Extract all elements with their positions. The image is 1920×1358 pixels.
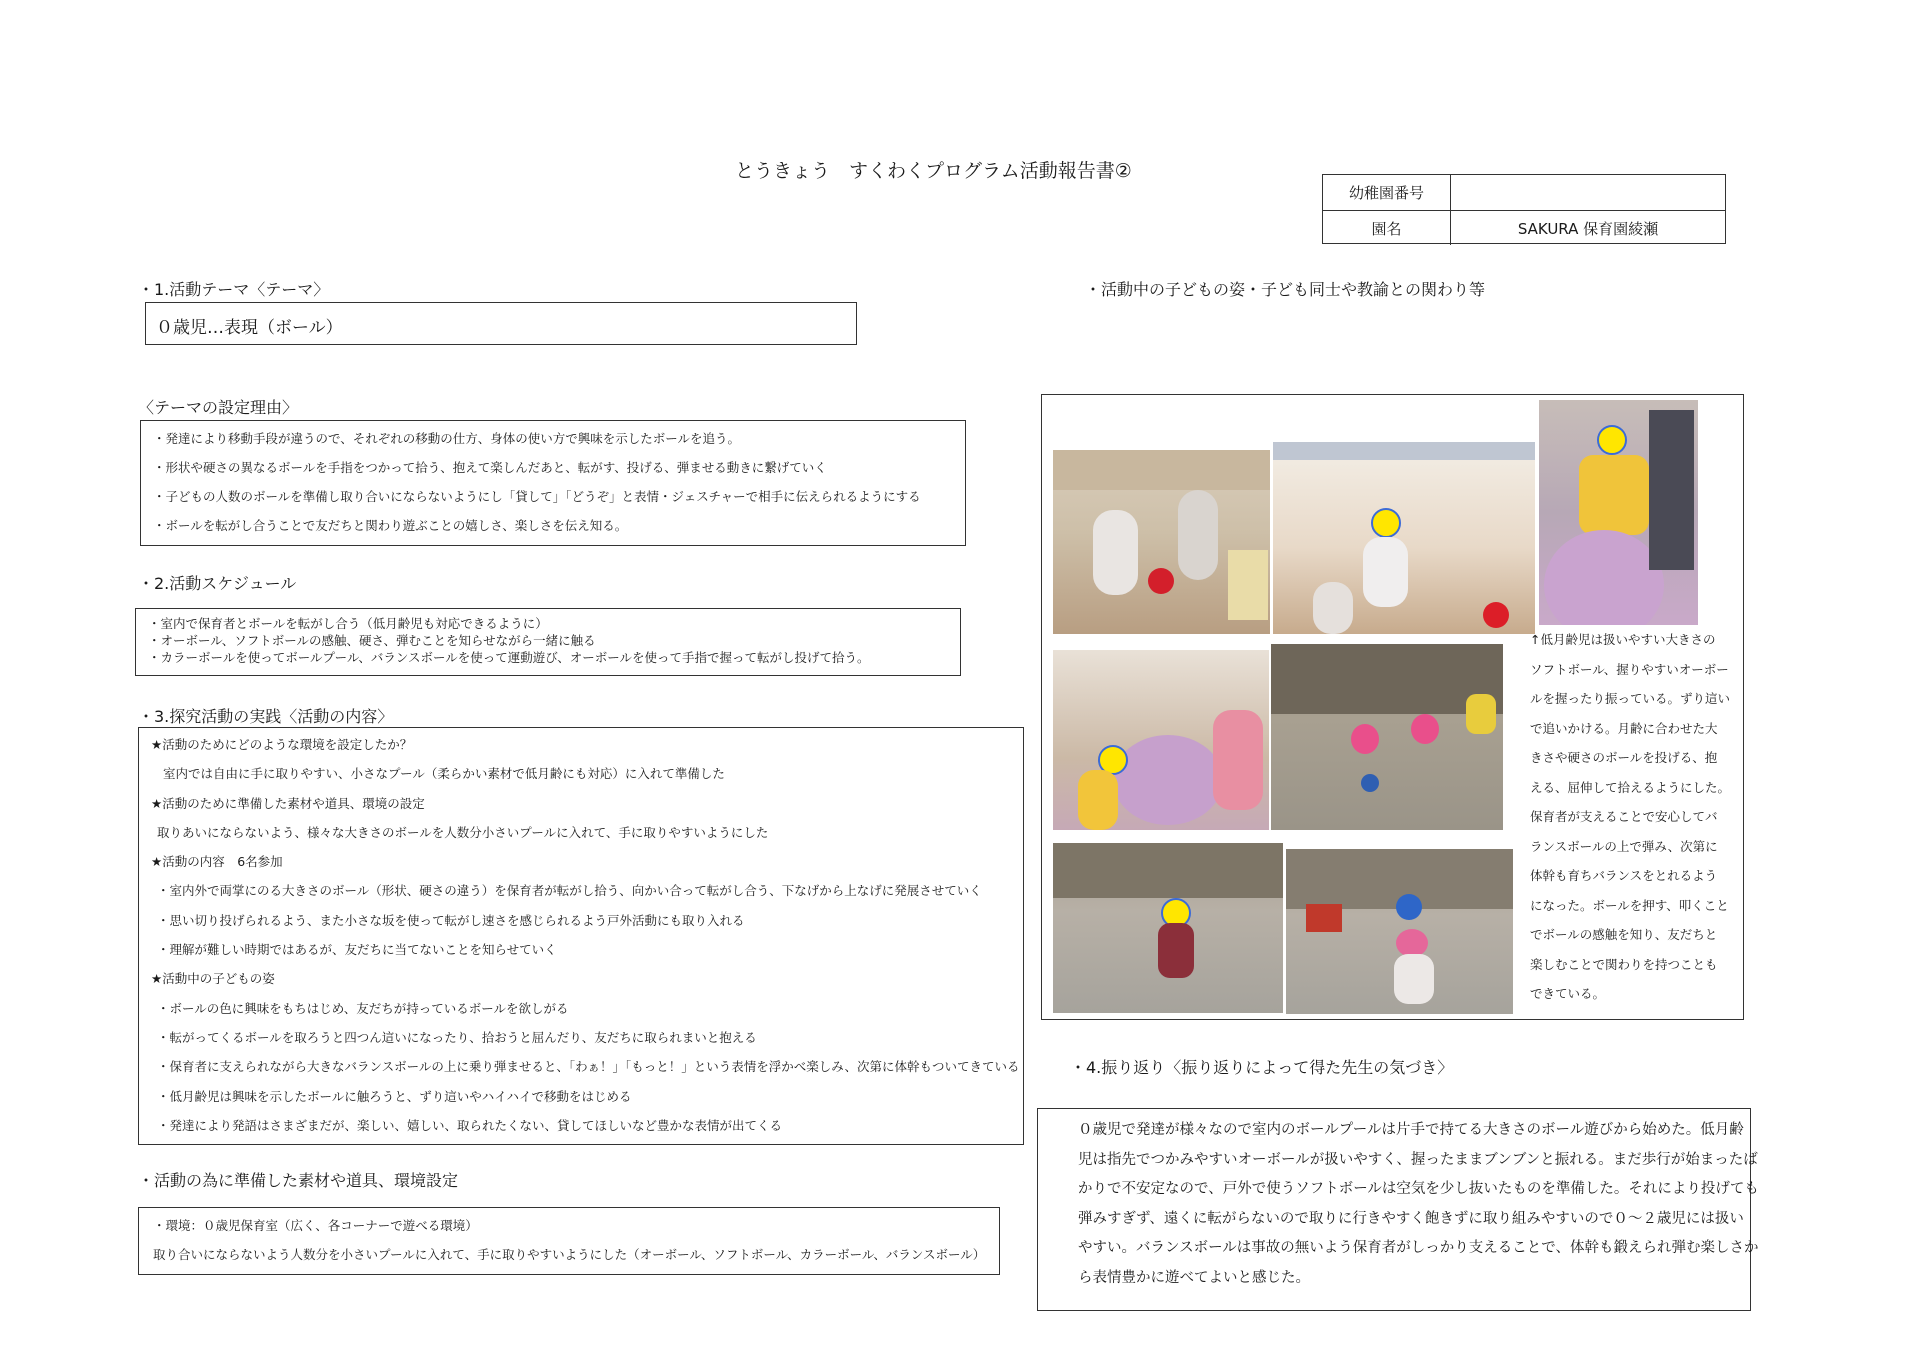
caption-line: ソフトボール、握りやすいオーボー — [1530, 661, 1729, 677]
blue-ball-icon — [1396, 894, 1422, 920]
schedule-line: ・カラーボールを使ってボールプール、バランスボールを使って運動遊び、オーボールを使って手指で握って転がし投げて拾う。 — [148, 650, 870, 665]
photo-wall-corner — [1273, 442, 1535, 634]
practice-line: 取りあいにならないよう、様々な大きさのボールを人数分小さいプールに入れて、手に取りやすいようにした — [157, 824, 769, 840]
caption-line: でボールの感触を知り、友だちと — [1530, 927, 1718, 942]
practice-line: ★活動のために準備した素材や道具、環境の設定 — [151, 795, 425, 811]
reason-line: ・子どもの人数のボールを準備し取り合いにならないようにし「貸して」「どうぞ」と表情・ジェスチャーで相手に伝えられるようにする — [153, 489, 921, 504]
photo-outdoor-ball — [1286, 849, 1513, 1014]
practice-line: ・転がってくるボールを取ろうと四つん這いになったり、拾おうと屈んだり、友だちに取られまいと抱える — [157, 1029, 757, 1045]
privacy-face-icon — [1371, 508, 1401, 538]
reason-line: ・形状や硬さの異なるボールを手指をつかって拾う、抱えて楽しんだあと、転がす、投げる、弾ませる動きに繋げていく — [153, 460, 827, 475]
theme-text: ０歳児…表現（ボール） — [156, 318, 343, 338]
page-title: とうきょう すくわくプログラム活動報告書② — [735, 160, 1132, 182]
prep-box — [138, 1207, 1000, 1275]
photo-indoor-ball-play — [1053, 450, 1270, 634]
schedule-box — [135, 608, 961, 676]
kindergarten-number-label: 幼稚園番号 — [1323, 175, 1451, 210]
photo-caption — [1530, 632, 1731, 1016]
photos-heading: ・活動中の子どもの姿・子ども同士や教諭との関わり等 — [1085, 280, 1486, 299]
caption-line: 体幹も育ちバランスをとれるよう — [1530, 868, 1718, 883]
reflection-line: やすい。バランスボールは事故の無いよう保育者がしっかり支えることで、体幹も鍛えられ弾む楽しさか — [1078, 1240, 1759, 1256]
playground-giraffe-icon — [1466, 694, 1496, 734]
reflection-line: ０歳児で発達が様々なので室内のボールプールは片手で持てる大きさのボール遊びから始めた。低月齢 — [1078, 1122, 1744, 1138]
practice-line: ・思い切り投げられるよう、また小さな坂を使って転がし速さを感じられるよう戸外活動にも取り入れる — [157, 912, 745, 928]
caption-line: ランスボールの上で弾み、次第に — [1530, 838, 1718, 854]
reflection-line: 弾みすぎず、遠くに転がらないので取りに行きやすく飽きずに取り組みやすいので０～２歳児には扱い — [1078, 1210, 1744, 1227]
cushion-block — [1228, 550, 1268, 620]
prep-heading: ・活動の為に準備した素材や道具、環境設定 — [138, 1171, 459, 1190]
pink-hat-icon — [1396, 929, 1428, 957]
caregiver-figure — [1649, 410, 1694, 570]
section4-heading: ・4.振り返り〈振り返りによって得た先生の気づき〉 — [1070, 1058, 1454, 1077]
child-figure — [1363, 537, 1408, 607]
photo-window-strip — [1273, 442, 1535, 460]
balance-ball-icon — [1544, 530, 1664, 625]
reason-line: ・ボールを転がし合うことで友だちと関わり遊ぶことの嬉しさ、楽しさを伝え知る。 — [153, 518, 628, 533]
reflection-box — [1037, 1108, 1759, 1311]
caption-line: える、屈伸して拾えるようにした。 — [1530, 779, 1731, 795]
prep-line: ・環境：０歳児保育室（広く、各コーナーで遊べる環境） — [153, 1218, 478, 1233]
caption-line: 楽しむことで関わりを持つことも — [1530, 956, 1718, 972]
schedule-line: ・オーボール、ソフトボールの感触、硬さ、弾むことを知らせながら一緒に触る — [148, 633, 596, 648]
practice-line: ・発達により発語はさまざまだが、楽しい、嬉しい、取られたくない、貸してほしいなど豊かな表情が出てくる — [157, 1117, 783, 1133]
photo-outdoor-walk — [1053, 843, 1283, 1013]
blue-ball-icon — [1361, 774, 1379, 792]
caption-line: できている。 — [1530, 986, 1606, 1001]
caption-line: 保育者が支えることで安心してバ — [1530, 809, 1718, 824]
practice-line: ★活動の内容 6名参加 — [151, 854, 283, 870]
practice-line: ★活動中の子どもの姿 — [151, 971, 275, 987]
practice-line: ・室内外で両掌にのる大きさのボール（形状、硬さの違う）を保育者が転がし拾う、向かい合って転がし合う、下なげから上なげに発展させていく — [157, 883, 982, 899]
red-ball-icon — [1483, 602, 1509, 628]
info-row-number — [1323, 175, 1725, 210]
info-row-name — [1323, 210, 1725, 245]
practice-line: ・ボールの色に興味をもちはじめ、友だちが持っているボールを欲しがる — [157, 1000, 569, 1016]
reason-line: ・発達により移動手段が違うので、それぞれの移動の仕方、身体の使い方で興味を示したボールを追う。 — [153, 431, 741, 446]
child-figure — [1394, 954, 1434, 1004]
stroller-icon — [1306, 904, 1342, 932]
kindergarten-name-label: 園名 — [1323, 211, 1451, 245]
practice-line: ★活動のためにどのような環境を設定したか？ — [151, 737, 413, 752]
child-figure — [1178, 490, 1218, 580]
reflection-line: 児は指先でつかみやすいオーボールが扱いやすく、握ったままブンブンと振れる。まだ歩行が始まったば — [1078, 1151, 1758, 1168]
practice-line: ・低月齢児は興味を示したボールに触ろうと、ずり這いやハイハイで移動をはじめる — [157, 1088, 632, 1104]
reason-heading: 〈テーマの設定理由〉 — [138, 398, 299, 417]
section2-heading: ・2.活動スケジュール — [138, 574, 297, 593]
caption-line: ↑低月齢児は扱いやすい大きさの — [1530, 632, 1716, 647]
section3-heading: ・3.探究活動の実践〈活動の内容〉 — [138, 707, 394, 726]
schedule-line: ・室内で保育者とボールを転がし合う（低月齢児も対応できるように） — [148, 616, 548, 631]
kindergarten-number-value — [1451, 175, 1725, 210]
practice-box — [138, 727, 1024, 1145]
reason-box — [140, 420, 966, 546]
photo-group-ball — [1053, 650, 1269, 830]
child-figure — [1093, 510, 1138, 595]
practice-line: 室内では自由に手に取りやすい、小さなプール（柔らかい素材で低月齢にも対応）に入れて準備した — [163, 766, 725, 782]
photo-wall — [1053, 450, 1270, 490]
child-figure — [1313, 582, 1353, 634]
photo-building — [1053, 843, 1283, 898]
kindergarten-info-table — [1322, 174, 1726, 244]
caption-line: になった。ボールを押す、叩くこと — [1530, 897, 1729, 913]
pink-hat-icon — [1411, 714, 1439, 744]
caption-line: で追いかける。月齢に合わせた大 — [1530, 720, 1718, 736]
reflection-line: かりで不安定なので、戸外で使うソフトボールは空気を少し抜いたものを準備した。それにより投げても — [1078, 1181, 1759, 1197]
practice-line: ・理解が難しい時期ではあるが、友だちに当てないことを知らせていく — [157, 942, 557, 958]
child-figure — [1158, 923, 1194, 978]
privacy-face-icon — [1597, 425, 1627, 455]
kindergarten-name-value: SAKURA 保育園綾瀬 — [1517, 219, 1659, 238]
child-figure — [1078, 770, 1118, 830]
photo-balance-ball — [1539, 400, 1698, 625]
section1-heading: ・1.活動テーマ〈テーマ〉 — [138, 280, 330, 299]
practice-line: ・保育者に支えられながら大きなバランスボールの上に乗り弾ませると、「わぁ！」「もっと！」という表情を浮かべ楽しみ、次第に体幹もついてきている — [157, 1059, 1020, 1075]
red-ball-icon — [1148, 568, 1174, 594]
theme-box — [145, 302, 857, 345]
prep-line: 取り合いにならないよう人数分を小さいプールに入れて、手に取りやすいようにした（オーボール、ソフトボール、カラーボール、バランスボール） — [153, 1247, 986, 1262]
child-figure — [1579, 455, 1649, 535]
caregiver-figure — [1213, 710, 1263, 810]
caption-line: ルを握ったり振っている。ずり這い — [1530, 691, 1731, 706]
photo-park-play — [1271, 644, 1503, 830]
balance-ball-icon — [1113, 735, 1223, 825]
reflection-line: ら表情豊かに遊べてよいと感じた。 — [1078, 1269, 1310, 1286]
caption-line: きさや硬さのボールを投げる、抱 — [1530, 750, 1718, 765]
pink-hat-icon — [1351, 724, 1379, 754]
